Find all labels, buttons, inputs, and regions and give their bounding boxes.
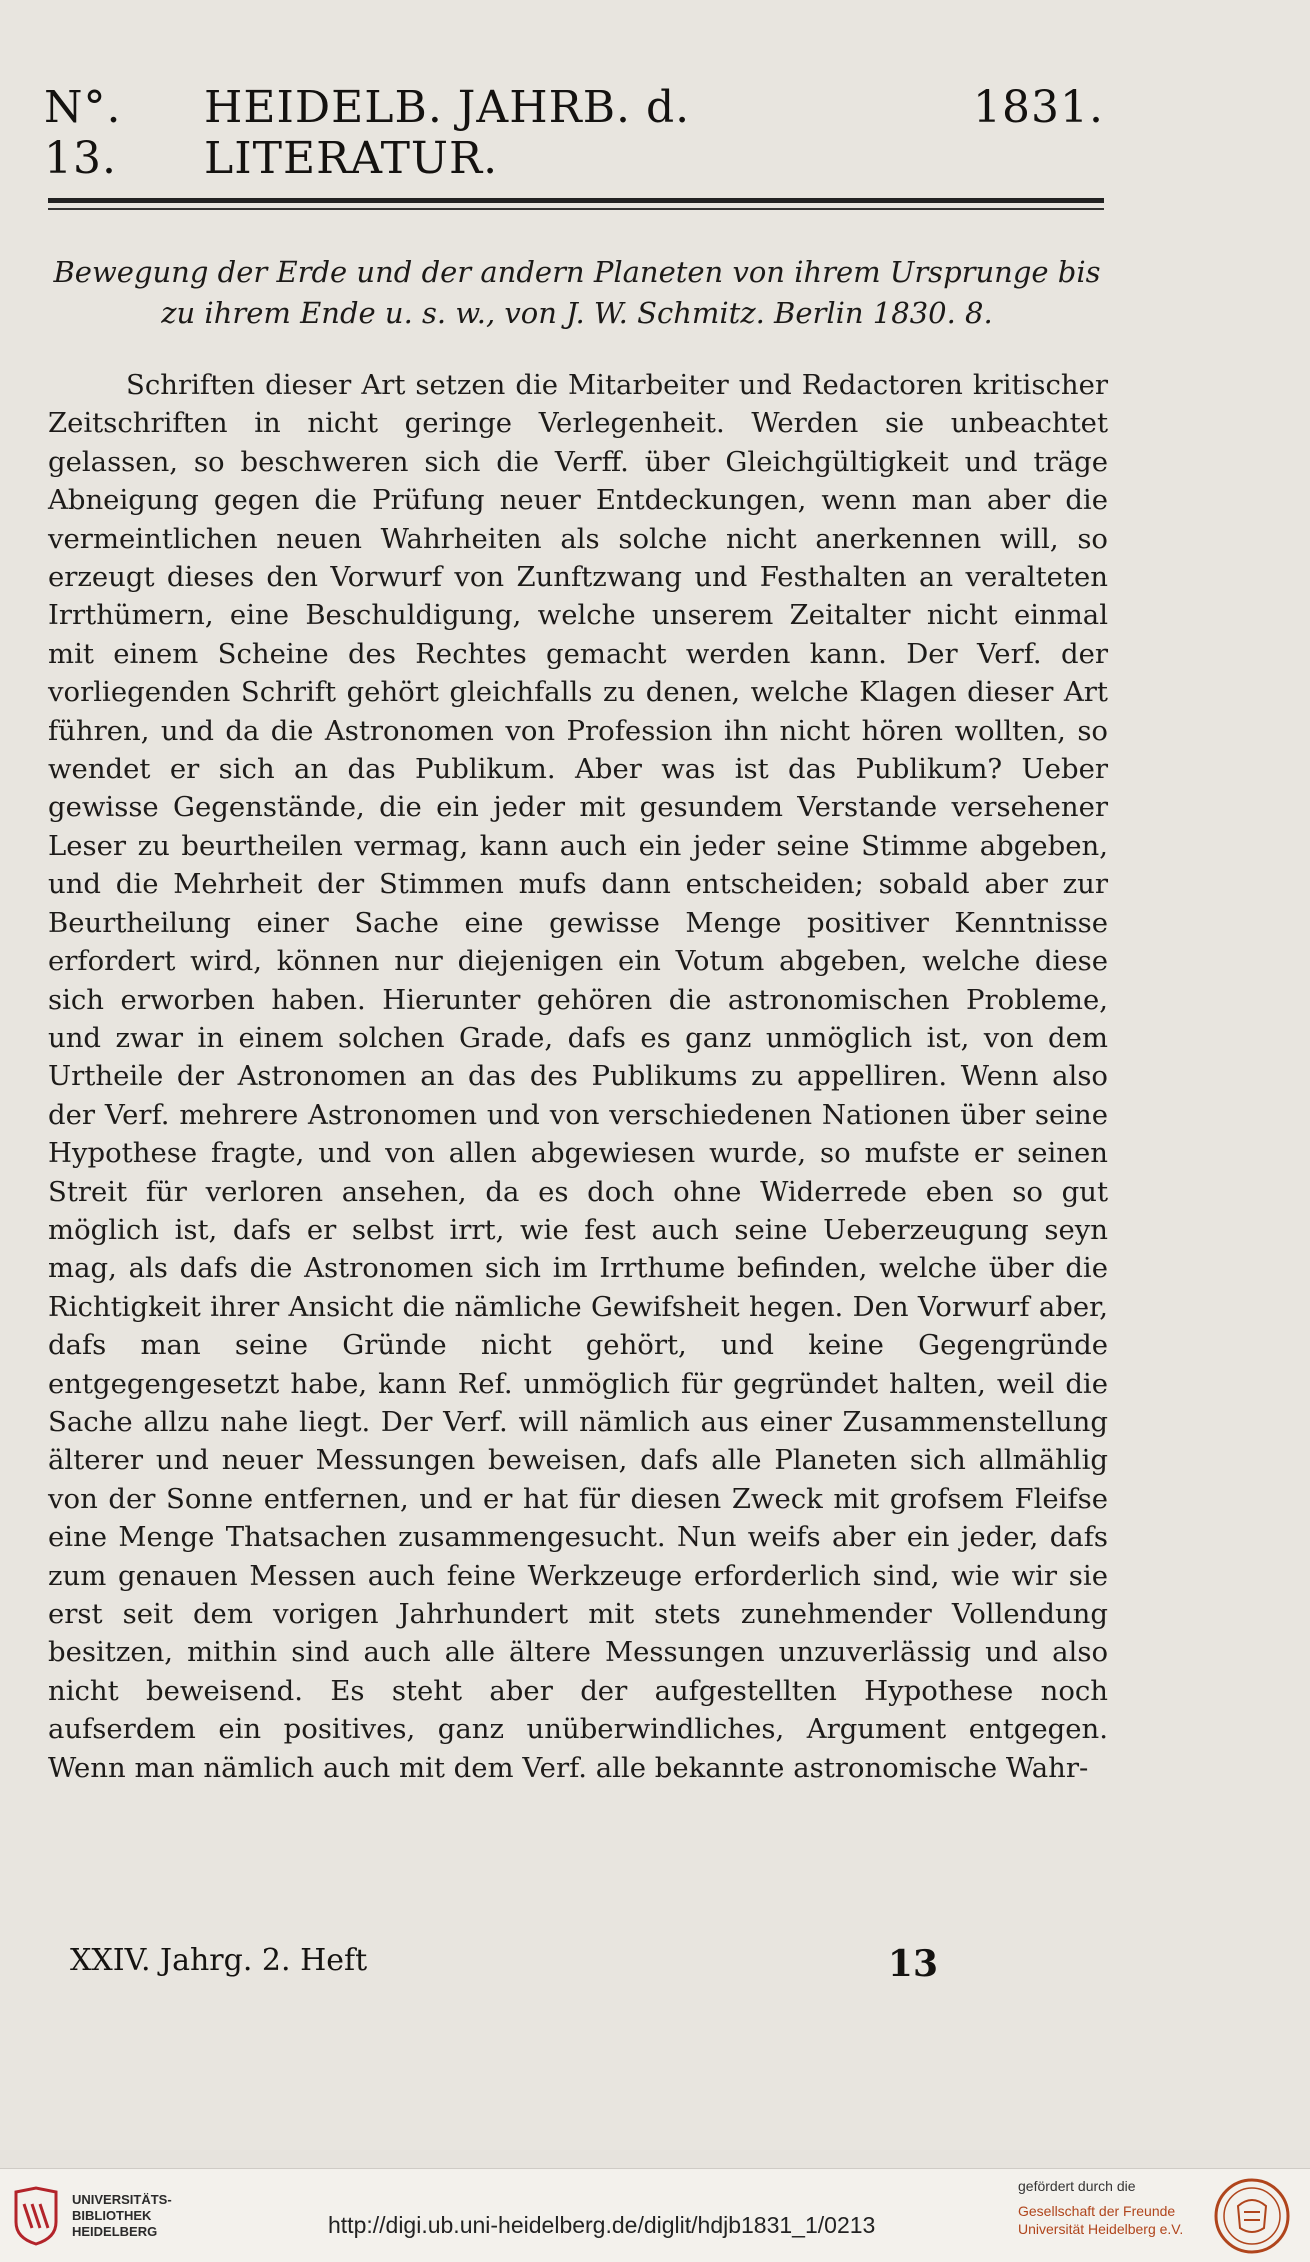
permalink-url[interactable]: http://digi.ub.uni-heidelberg.de/diglit/hdjb1831_1/0213 (328, 2212, 876, 2238)
funded-by-label: gefördert durch die (1018, 2178, 1136, 2194)
header-rule-thick (48, 198, 1104, 203)
library-line-2: BIBLIOTHEK (72, 2208, 152, 2223)
article-body (48, 366, 1108, 1787)
title-line-2: zu ihrem Ende u. s. w., von J. W. Schmitz. Berlin 1830. 8. (161, 296, 993, 330)
society-name[interactable] (1018, 2202, 1198, 2238)
header-year: 1831. (973, 82, 1104, 133)
journal-title: HEIDELB. JAHRB. d. LITERATUR. (204, 82, 691, 184)
society-line-1: Gesellschaft der Freunde (1018, 2203, 1176, 2219)
university-seal-icon[interactable] (1208, 2176, 1296, 2256)
library-line-1: UNIVERSITÄTS- (72, 2192, 172, 2207)
library-line-3: HEIDELBERG (72, 2224, 158, 2239)
title-line-1: Bewegung der Erde und der andern Planeten von ihrem Ursprunge bis (53, 255, 1101, 289)
body-paragraph: Schriften dieser Art setzen die Mitarbeiter und Redactoren kritischer Zeitschriften in nicht geringe Verlegenheit. Werden sie unbeachtet gelassen, so beschweren sich die Verff. über Gleichgültigkeit und träge Abneigung gegen die Prüfung neuer Entdeckungen, wenn man aber die vermeintlichen neuen Wahrheiten als solche nicht anerkennen will, so erzeugt dieses den Vorwurf von Zunftzwang und Festhalten an veralteten Irrthümern, eine Beschuldigung, welche unserem Zeitalter nicht einmal mit einem Scheine des Rechtes gemacht werden kann. Der Verf. der vorliegenden Schrift gehört gleichfalls zu denen, welche Klagen dieser Art führen, und da die Astronomen von Profession ihn nicht hören wollten, so wendet er sich an das Publikum. Aber was ist das Publikum? Ueber gewisse Gegenstände, die ein jeder mit gesundem Verstande versehener Leser zu beurtheilen vermag, kann auch ein jeder seine Stimme abgeben, und die Mehrheit der Stimmen mufs dann entscheiden; sobald aber zur Beurtheilung einer Sache eine gewisse Menge positiver Kenntnisse erfordert wird, können nur diejenigen ein Votum abgeben, welche diese sich erworben haben. Hierunter gehören die astronomischen Probleme, und zwar in einem solchen Grade, dafs es ganz unmöglich ist, von dem Urtheile der Astronomen an das des Publikums zu appelliren. Wenn also der Verf. mehrere Astronomen und von verschiedenen Nationen über seine Hypothese fragte, und von allen abgewiesen wurde, so mufste er seinen Streit für verloren ansehen, da es doch ohne Widerrede eben so gut möglich ist, dafs er selbst irrt, wie fest auch seine Ueberzeugung seyn mag, als dafs die Astronomen sich im Irrthume befinden, welche über die Richtigkeit ihrer Ansicht die nämliche Gewifsheit hegen. Den Vorwurf aber, dafs man seine Gründe nicht gehört, und keine Gegengründe entgegengesetzt habe, kann Ref. unmöglich für gegründet halten, weil die Sache allzu nahe liegt. Der Verf. will nämlich aus einer Zusammenstellung älterer und neuer Messungen beweisen, dafs alle Planeten sich allmählig von der Sonne entfernen, und er hat für diesen Zweck mit grofsem Fleifse eine Menge Thatsachen zusammengesucht. Nun weifs aber ein jeder, dafs zum genauen Messen auch feine Werkzeuge erforderlich sind, wie wir sie erst seit dem vorigen Jahrhundert mit stets zunehmender Vollendung besitzen, mithin sind auch alle ältere Messungen unzuverlässig und also nicht beweisend. Es steht aber der aufgestellten Hypothese noch aufserdem ein positives, ganz unüberwindliches, Argument entgegen. Wenn man nämlich auch mit dem Verf. alle bekannte astronomische Wahr- (48, 369, 1108, 1784)
ub-heidelberg-logo-icon[interactable] (10, 2186, 62, 2246)
article-title (48, 252, 1106, 334)
page-header (44, 82, 1104, 184)
sheet-number: 13 (887, 1943, 938, 1985)
header-rule-thin (48, 208, 1104, 210)
library-name[interactable] (72, 2192, 192, 2240)
footer-signature: XXIV. Jahrg. 2. Heft (70, 1943, 368, 1978)
page-footer (70, 1943, 938, 1985)
issue-number: N°. 13. (44, 82, 122, 184)
society-line-2: Universität Heidelberg e.V. (1018, 2221, 1184, 2237)
